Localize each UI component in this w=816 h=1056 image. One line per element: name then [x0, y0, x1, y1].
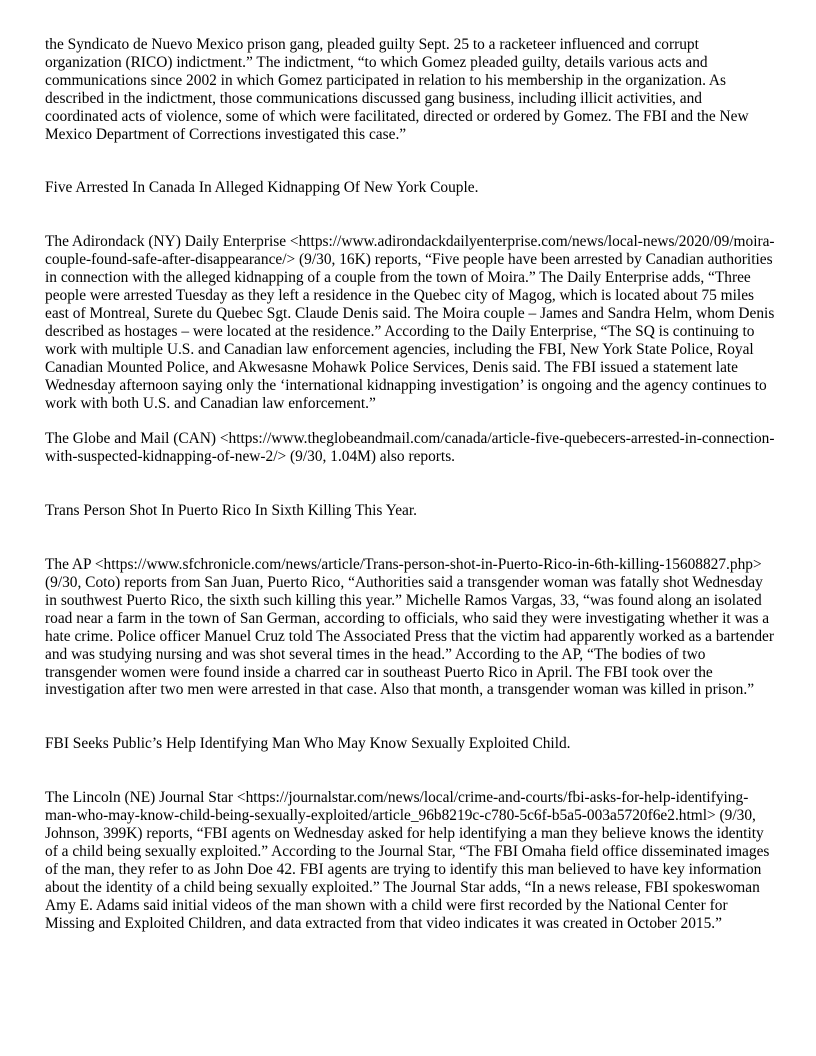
headline-canada-kidnapping: Five Arrested In Canada In Alleged Kidnapping Of New York Couple.	[45, 179, 479, 197]
paragraph-ap-report: The AP <https://www.sfchronicle.com/news/article/Trans-person-shot-in-Puerto-Rico-in-6th-killing-15608827.php> (9/30, Coto) reports from San Juan, Puerto Rico, “Authorities said a transgender woman was fatally shot Wednesday in southwest Puerto Rico, the sixth such killing this year.” Michelle Ramos Vargas, 33, “was found along an isolated road near a farm in the town of San German, according to officials, who said they were investigating whether it was a hate crime. Police officer Manuel Cruz told The Associated Press that the victim had apparently worked as a bartender and was studying nursing and was shot several times in the head.” According to the AP, “The bodies of two transgender women were found inside a charred car in southeast Puerto Rico in April. The FBI took over the investigation after two men were arrested in that case. Also that month, a transgender woman was killed in prison.”	[45, 556, 774, 699]
paragraph-rico-plea: the Syndicato de Nuevo Mexico prison gang, pleaded guilty Sept. 25 to a racketeer influenced and corrupt organization (RICO) indictment.” The indictment, “to which Gomez pleaded guilty, details various acts and communications since 2002 in which Gomez participated in relation to his membership in the organization. As described in the indictment, those communications discussed gang business, including illicit activities, and coordinated acts of violence, some of which were facilitated, directed or ordered by Gomez. The FBI and the New Mexico Department of Corrections investigated this case.”	[45, 36, 749, 143]
paragraph-adirondack-report: The Adirondack (NY) Daily Enterprise <https://www.adirondackdailyenterprise.com/news/local-news/2020/09/moira-couple-found-safe-after-disappearance/> (9/30, 16K) reports, “Five people have been arrested by Canadian authorities in connection with the alleged kidnapping of a couple from the town of Moira.” The Daily Enterprise adds, “Three people were arrested Tuesday as they left a residence in the Quebec city of Magog, which is located about 75 miles east of Montreal, Surete du Quebec Sgt. Claude Denis said. The Moira couple – James and Sandra Helm, whom Denis described as hostages – were located at the residence.” According to the Daily Enterprise, “The SQ is continuing to work with multiple U.S. and Canadian law enforcement agencies, including the FBI, New York State Police, Royal Canadian Mounted Police, and Akwesasne Mohawk Police Services, Denis said. The FBI issued a statement late Wednesday afternoon saying only the ‘international kidnapping investigation’ is ongoing and the agency continues to work with both U.S. and Canadian law enforcement.”	[45, 233, 775, 412]
document-page	[45, 36, 777, 933]
headline-puerto-rico-shooting: Trans Person Shot In Puerto Rico In Sixth Killing This Year.	[45, 502, 417, 520]
headline-fbi-seeks-help: FBI Seeks Public’s Help Identifying Man Who May Know Sexually Exploited Child.	[45, 735, 571, 753]
paragraph-globe-and-mail: The Globe and Mail (CAN) <https://www.theglobeandmail.com/canada/article-five-quebecers-arrested-in-connection-with-suspected-kidnapping-of-new-2/> (9/30, 1.04M) also reports.	[45, 430, 775, 466]
paragraph-journal-star-report: The Lincoln (NE) Journal Star <https://journalstar.com/news/local/crime-and-courts/fbi-asks-for-help-identifying-man-who-may-know-child-being-sexually-exploited/article_96b8219c-c780-5c6f-b5a5-003a5720f6e2.html> (9/30, Johnson, 399K) reports, “FBI agents on Wednesday asked for help identifying a man they believe knows the identity of a child being sexually exploited.” According to the Journal Star, “The FBI Omaha field office disseminated images of the man, they refer to as John Doe 42. FBI agents are trying to identify this man believed to have key information about the identity of a child being sexually exploited.” The Journal Star adds, “In a news release, FBI spokeswoman Amy E. Adams said initial videos of the man shown with a child were first recorded by the National Center for Missing and Exploited Children, and data extracted from that video indicates it was created in October 2015.”	[45, 789, 770, 932]
